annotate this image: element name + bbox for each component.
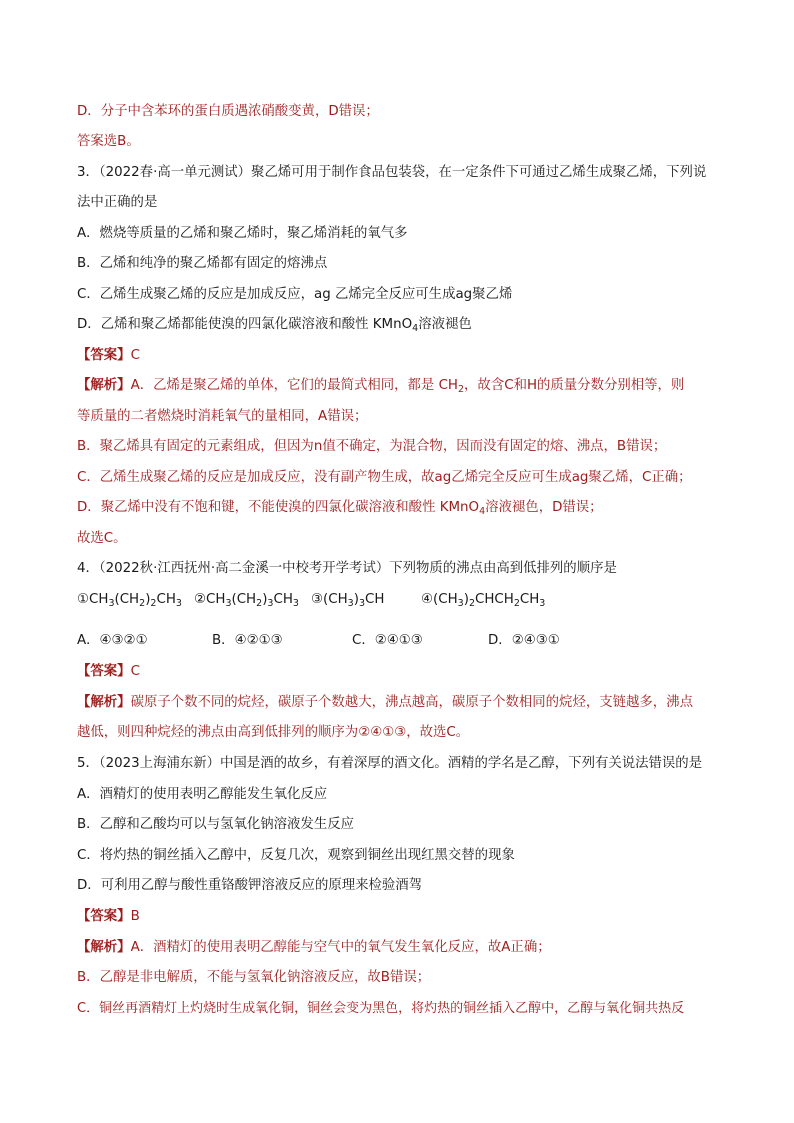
q4-f4-part-h: 3 [539, 598, 546, 609]
q4-f1-part-h: 3 [175, 598, 182, 609]
q4-f3-part-a: ③(CH [311, 592, 348, 607]
q3-explanation-line5 [77, 499, 603, 521]
q4-option-c: C．②④①③ [352, 633, 423, 648]
q4-f4-part-d: 2 [468, 598, 475, 609]
q3-explanation-line3: B．聚乙烯具有固定的元素组成，但因为n值不确定，为混合物，因而没有固定的熔、沸点，B错误； [77, 439, 667, 454]
q4-option-b: B．④②①③ [212, 633, 283, 648]
q4-f4-part-b: 3 [457, 598, 464, 609]
q4-f4-part-a: ④(CH [421, 592, 458, 607]
q4-f1-part-a: ①CH [77, 592, 109, 607]
q4-f1-part-d: 2 [139, 598, 146, 609]
q5-explanation-line3: C．铜丝再酒精灯上灼烧时生成氧化铜，铜丝会变为黑色，将灼热的铜丝插入乙醇中，乙醇与氧化铜共热反 [77, 1001, 685, 1016]
q4-option-a: A．④③②① [77, 633, 148, 648]
q5-option-d: D．可利用乙醇与酸性重铬酸钾溶液反应的原理来检验酒驾 [77, 878, 423, 893]
q4-answer-tag: 【答案】 [77, 664, 131, 679]
q4-f1-part-e: ) [145, 592, 151, 607]
q4-formula-4 [421, 591, 545, 613]
q4-answer [77, 663, 140, 681]
q4-f2-part-d: 2 [256, 598, 263, 609]
q4-f1-part-g: CH [156, 592, 176, 607]
q4-f2-part-h: 3 [292, 598, 299, 609]
q5-explanation-tag: 【解析】 [77, 940, 131, 955]
q5-option-a: A．酒精灯的使用表明乙醇能发生氧化反应 [77, 787, 328, 802]
q4-exp1-text: 碳原子个数不同的烷烃，碳原子个数越大，沸点越高，碳原子个数相同的烷烃，支链越多，沸点 [130, 695, 693, 710]
prev-option-d-explanation: D．分子中含苯环的蛋白质遇浓硝酸变黄，D错误； [77, 104, 379, 119]
q5-answer-value: B [130, 909, 140, 924]
q3-option-c: C．乙烯生成聚乙烯的反应是加成反应，ag 乙烯完全反应可生成ag聚乙烯 [77, 287, 513, 302]
q4-explanation-tag: 【解析】 [77, 695, 131, 710]
q4-f1-part-f: 2 [150, 598, 157, 609]
q3-stem-line2: 法中正确的是 [77, 195, 158, 210]
q4-f3-part-c: ) [353, 592, 359, 607]
q4-option-d: D．②④③① [488, 633, 560, 648]
q3-explanation-line1 [77, 377, 684, 399]
prev-conclusion: 答案选B。 [77, 134, 140, 149]
q3-exp5-sub: 4 [479, 506, 486, 517]
q5-explanation-line2: B．乙醇是非电解质，不能与氢氧化钠溶液反应，故B错误； [77, 970, 431, 985]
q3-option-b: B．乙烯和纯净的聚乙烯都有固定的熔沸点 [77, 256, 328, 271]
q4-f3-part-e: CH [364, 592, 385, 607]
q3-conclusion: 故选C。 [77, 531, 127, 546]
q4-f4-part-f: 2 [513, 598, 520, 609]
q4-explanation-line1 [77, 694, 693, 712]
q4-f2-part-b: 3 [225, 598, 232, 609]
q3-option-d-post: 溶液褪色 [418, 317, 472, 332]
q4-f4-part-e: CHCH [474, 592, 514, 607]
q4-options [77, 632, 560, 650]
q5-answer-tag: 【答案】 [77, 909, 131, 924]
q3-answer-value: C [130, 348, 140, 363]
q3-answer-tag: 【答案】 [77, 348, 131, 363]
q4-f4-part-c: ) [463, 592, 469, 607]
q3-exp1-pre: A．乙烯是聚乙烯的单体，它们的最简式相同，都是 CH [130, 378, 458, 393]
q4-explanation-line2: 越低，则四种烷烃的沸点由高到低排列的顺序为②④①③，故选C。 [77, 725, 470, 740]
q4-formula-3 [311, 591, 421, 613]
q4-answer-value: C [130, 664, 140, 679]
q4-f3-part-d: 3 [358, 598, 365, 609]
q4-f3-part-b: 3 [347, 598, 354, 609]
q3-option-d-sub: 4 [412, 323, 419, 334]
q5-answer [77, 908, 140, 926]
q5-option-b: B．乙醇和乙酸均可以与氢氧化钠溶液发生反应 [77, 817, 354, 832]
q4-formula-1 [77, 591, 194, 613]
q4-f2-part-e: ) [262, 592, 268, 607]
q3-answer [77, 347, 140, 365]
q4-f4-part-g: CH [519, 592, 540, 607]
q4-f2-part-a: ②CH [194, 592, 226, 607]
q5-stem: 5．（2023上海浦东新）中国是酒的故乡，有着深厚的酒文化。酒精的学名是乙醇，下列有关说法错误的是 [77, 756, 703, 771]
q4-formula-2 [194, 591, 311, 613]
q4-f2-part-c: (CH [231, 592, 257, 607]
q5-exp1-text: A．酒精灯的使用表明乙醇能与空气中的氧气发生氧化反应，故A正确； [130, 940, 551, 955]
q4-stem: 4．（2022秋·江西抚州·高二金溪一中校考开学考试）下列物质的沸点由高到低排列的顺序是 [77, 561, 617, 576]
q3-stem-line1: 3．（2022春·高一单元测试）聚乙烯可用于制作食品包装袋，在一定条件下可通过乙烯生成聚乙烯，下列说 [77, 165, 707, 180]
q3-explanation-line4: C．乙烯生成聚乙烯的反应是加成反应，没有副产物生成，故ag乙烯完全反应可生成ag聚乙烯，C正确； [77, 470, 692, 485]
q4-f1-part-c: (CH [114, 592, 140, 607]
q4-formulas [77, 591, 545, 613]
q3-option-d [77, 316, 472, 338]
q3-explanation-tag: 【解析】 [77, 378, 131, 393]
q5-explanation-line1 [77, 939, 551, 957]
q4-f2-part-f: 3 [267, 598, 274, 609]
q4-f2-part-g: CH [273, 592, 293, 607]
q3-option-d-pre: D．乙烯和聚乙烯都能使溴的四氯化碳溶液和酸性 KMnO [77, 317, 413, 332]
q3-exp5-pre: D．聚乙烯中没有不饱和键，不能使溴的四氯化碳溶液和酸性 KMnO [77, 500, 480, 515]
q5-option-c: C．将灼热的铜丝插入乙醇中，反复几次，观察到铜丝出现红黑交替的现象 [77, 848, 515, 863]
q3-exp5-post: 溶液褪色，D错误； [485, 500, 603, 515]
q3-exp1-post: ，故含C和H的质量分数分别相等，则 [464, 378, 685, 393]
q3-explanation-line2: 等质量的二者燃烧时消耗氧气的量相同，A错误； [77, 409, 368, 424]
q3-exp1-sub: 2 [458, 384, 465, 395]
q4-f1-part-b: 3 [108, 598, 115, 609]
q3-option-a: A．燃烧等质量的乙烯和聚乙烯时，聚乙烯消耗的氧气多 [77, 226, 408, 241]
